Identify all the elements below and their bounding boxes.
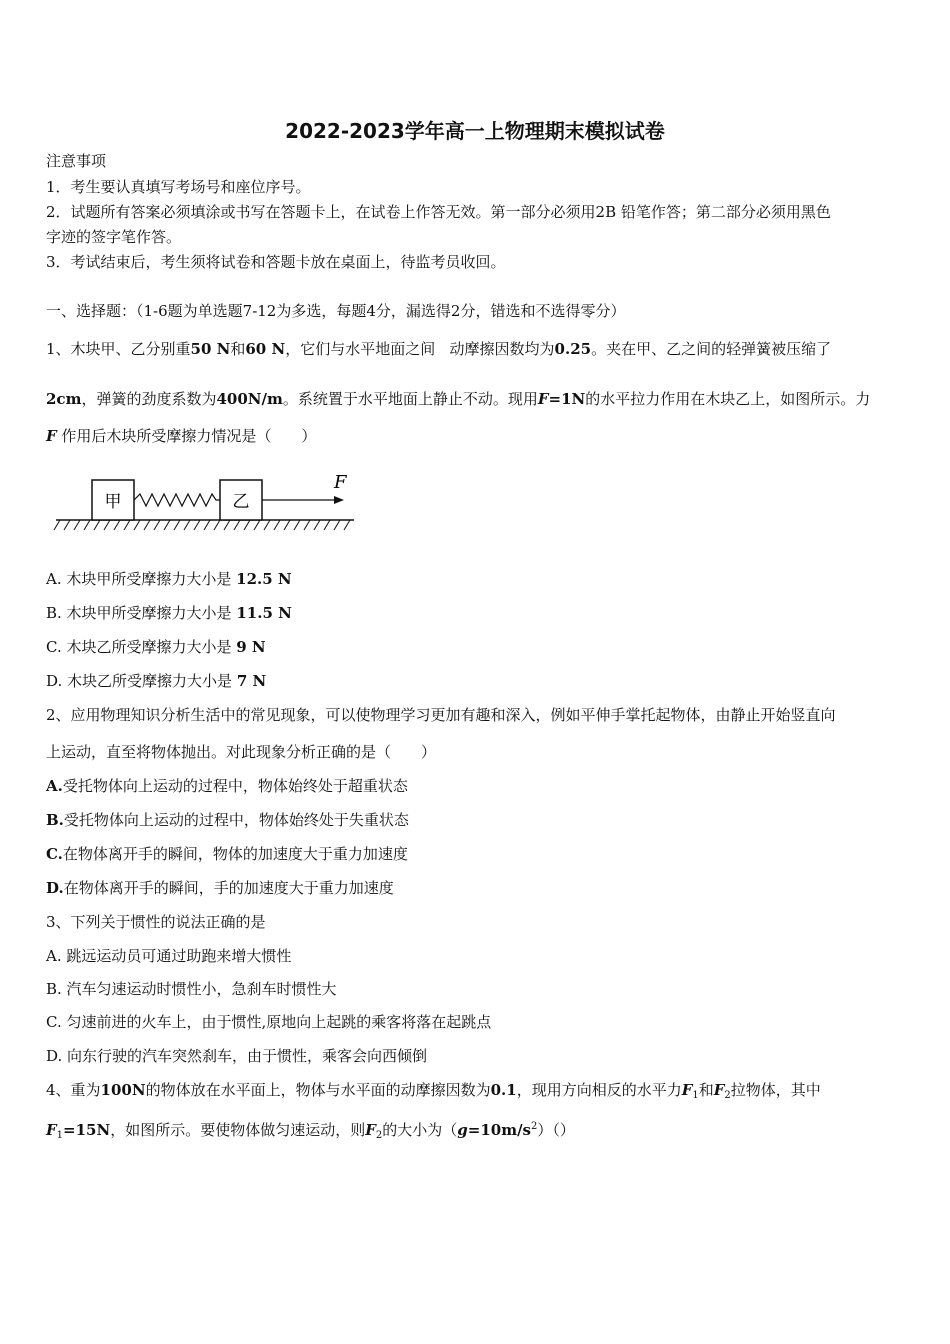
q2-option: C.在物体离开手的瞬间，物体的加速度大于重力加速度 bbox=[46, 845, 408, 863]
q1-option: B. 木块甲所受摩擦力大小是 11.5 N bbox=[46, 604, 292, 622]
q3-option: B. 汽车匀速运动时惯性小，急刹车时惯性大 bbox=[46, 980, 337, 998]
q2-stem-line2: 上运动，直至将物体抛出。对此现象分析正确的是（ ） bbox=[46, 743, 437, 761]
arrow-head-icon bbox=[334, 496, 344, 504]
q4-stem-line1: 4、重为100N的物体放在水平面上，物体与水平面的动摩擦因数为0.1，现用方向相反的水平力$F_1$和$F_2$拉物体，其中 bbox=[46, 1081, 821, 1101]
notice-item: 字迹的签字笔作答。 bbox=[46, 228, 182, 246]
force-label: F bbox=[334, 472, 347, 493]
q4-stem-line2: $F_1=15N$，如图所示。要使物体做匀速运动，则$F_2$的大小为$(g=10m/s^2)()$ bbox=[46, 1121, 575, 1141]
q3-option: C. 匀速前进的火车上，由于惯性,原地向上起跳的乘客将落在起跳点 bbox=[46, 1013, 492, 1031]
section-heading: 一、选择题：（1-6题为单选题7-12为多选，每题4分，漏选得2分，错选和不选得零分） bbox=[46, 302, 626, 320]
q2-stem-line1: 2、应用物理知识分析生活中的常见现象，可以使物理学习更加有趣和深入，例如平伸手掌托起物体，由静止开始竖直向 bbox=[46, 706, 836, 724]
notice-item: 1．考生要认真填写考场号和座位序号。 bbox=[46, 178, 311, 196]
page-title: 2022-2023学年高一上物理期末模拟试卷 bbox=[285, 119, 665, 143]
q1-option: A. 木块甲所受摩擦力大小是 12.5 N bbox=[46, 570, 292, 588]
q1-option: D. 木块乙所受摩擦力大小是 7 N bbox=[46, 672, 267, 690]
q3-stem: 3、下列关于惯性的说法正确的是 bbox=[46, 913, 266, 931]
q2-option: B.受托物体向上运动的过程中，物体始终处于失重状态 bbox=[46, 811, 409, 829]
spring-icon bbox=[134, 494, 220, 506]
q1-stem-line2: 2cm，弹簧的劲度系数为400N/m。系统置于水平地面上静止不动。现用F=1N的水平拉力作用在木块乙上，如图所示。力 bbox=[46, 390, 871, 408]
q1-stem-line3: F 作用后木块所受摩擦力情况是（ ） bbox=[46, 427, 317, 445]
q1-option: C. 木块乙所受摩擦力大小是 9 N bbox=[46, 638, 266, 656]
notice-item: 2．试题所有答案必须填涂或书写在答题卡上，在试卷上作答无效。第一部分必须用2B 铅笔作答；第二部分必须用黑色 bbox=[46, 203, 831, 221]
q3-option: D. 向东行驶的汽车突然刹车，由于惯性，乘客会向西倾倒 bbox=[46, 1047, 428, 1065]
notice-item: 3．考试结束后，考生须将试卷和答题卡放在桌面上，待监考员收回。 bbox=[46, 253, 506, 271]
q1-figure bbox=[50, 466, 360, 538]
q2-option: A.受托物体向上运动的过程中，物体始终处于超重状态 bbox=[46, 777, 408, 795]
block-jia-label: 甲 bbox=[104, 492, 122, 512]
q2-option: D.在物体离开手的瞬间，手的加速度大于重力加速度 bbox=[46, 879, 394, 897]
q3-option: A. 跳远运动员可通过助跑来增大惯性 bbox=[46, 947, 292, 965]
notice-heading: 注意事项 bbox=[46, 152, 107, 170]
block-yi-label: 乙 bbox=[232, 492, 250, 512]
q1-stem-line1: 1、木块甲、乙分别重50 N和60 N，它们与水平地面之间 动摩擦因数均为0.25。夹在甲、乙之间的轻弹簧被压缩了 bbox=[46, 340, 832, 358]
